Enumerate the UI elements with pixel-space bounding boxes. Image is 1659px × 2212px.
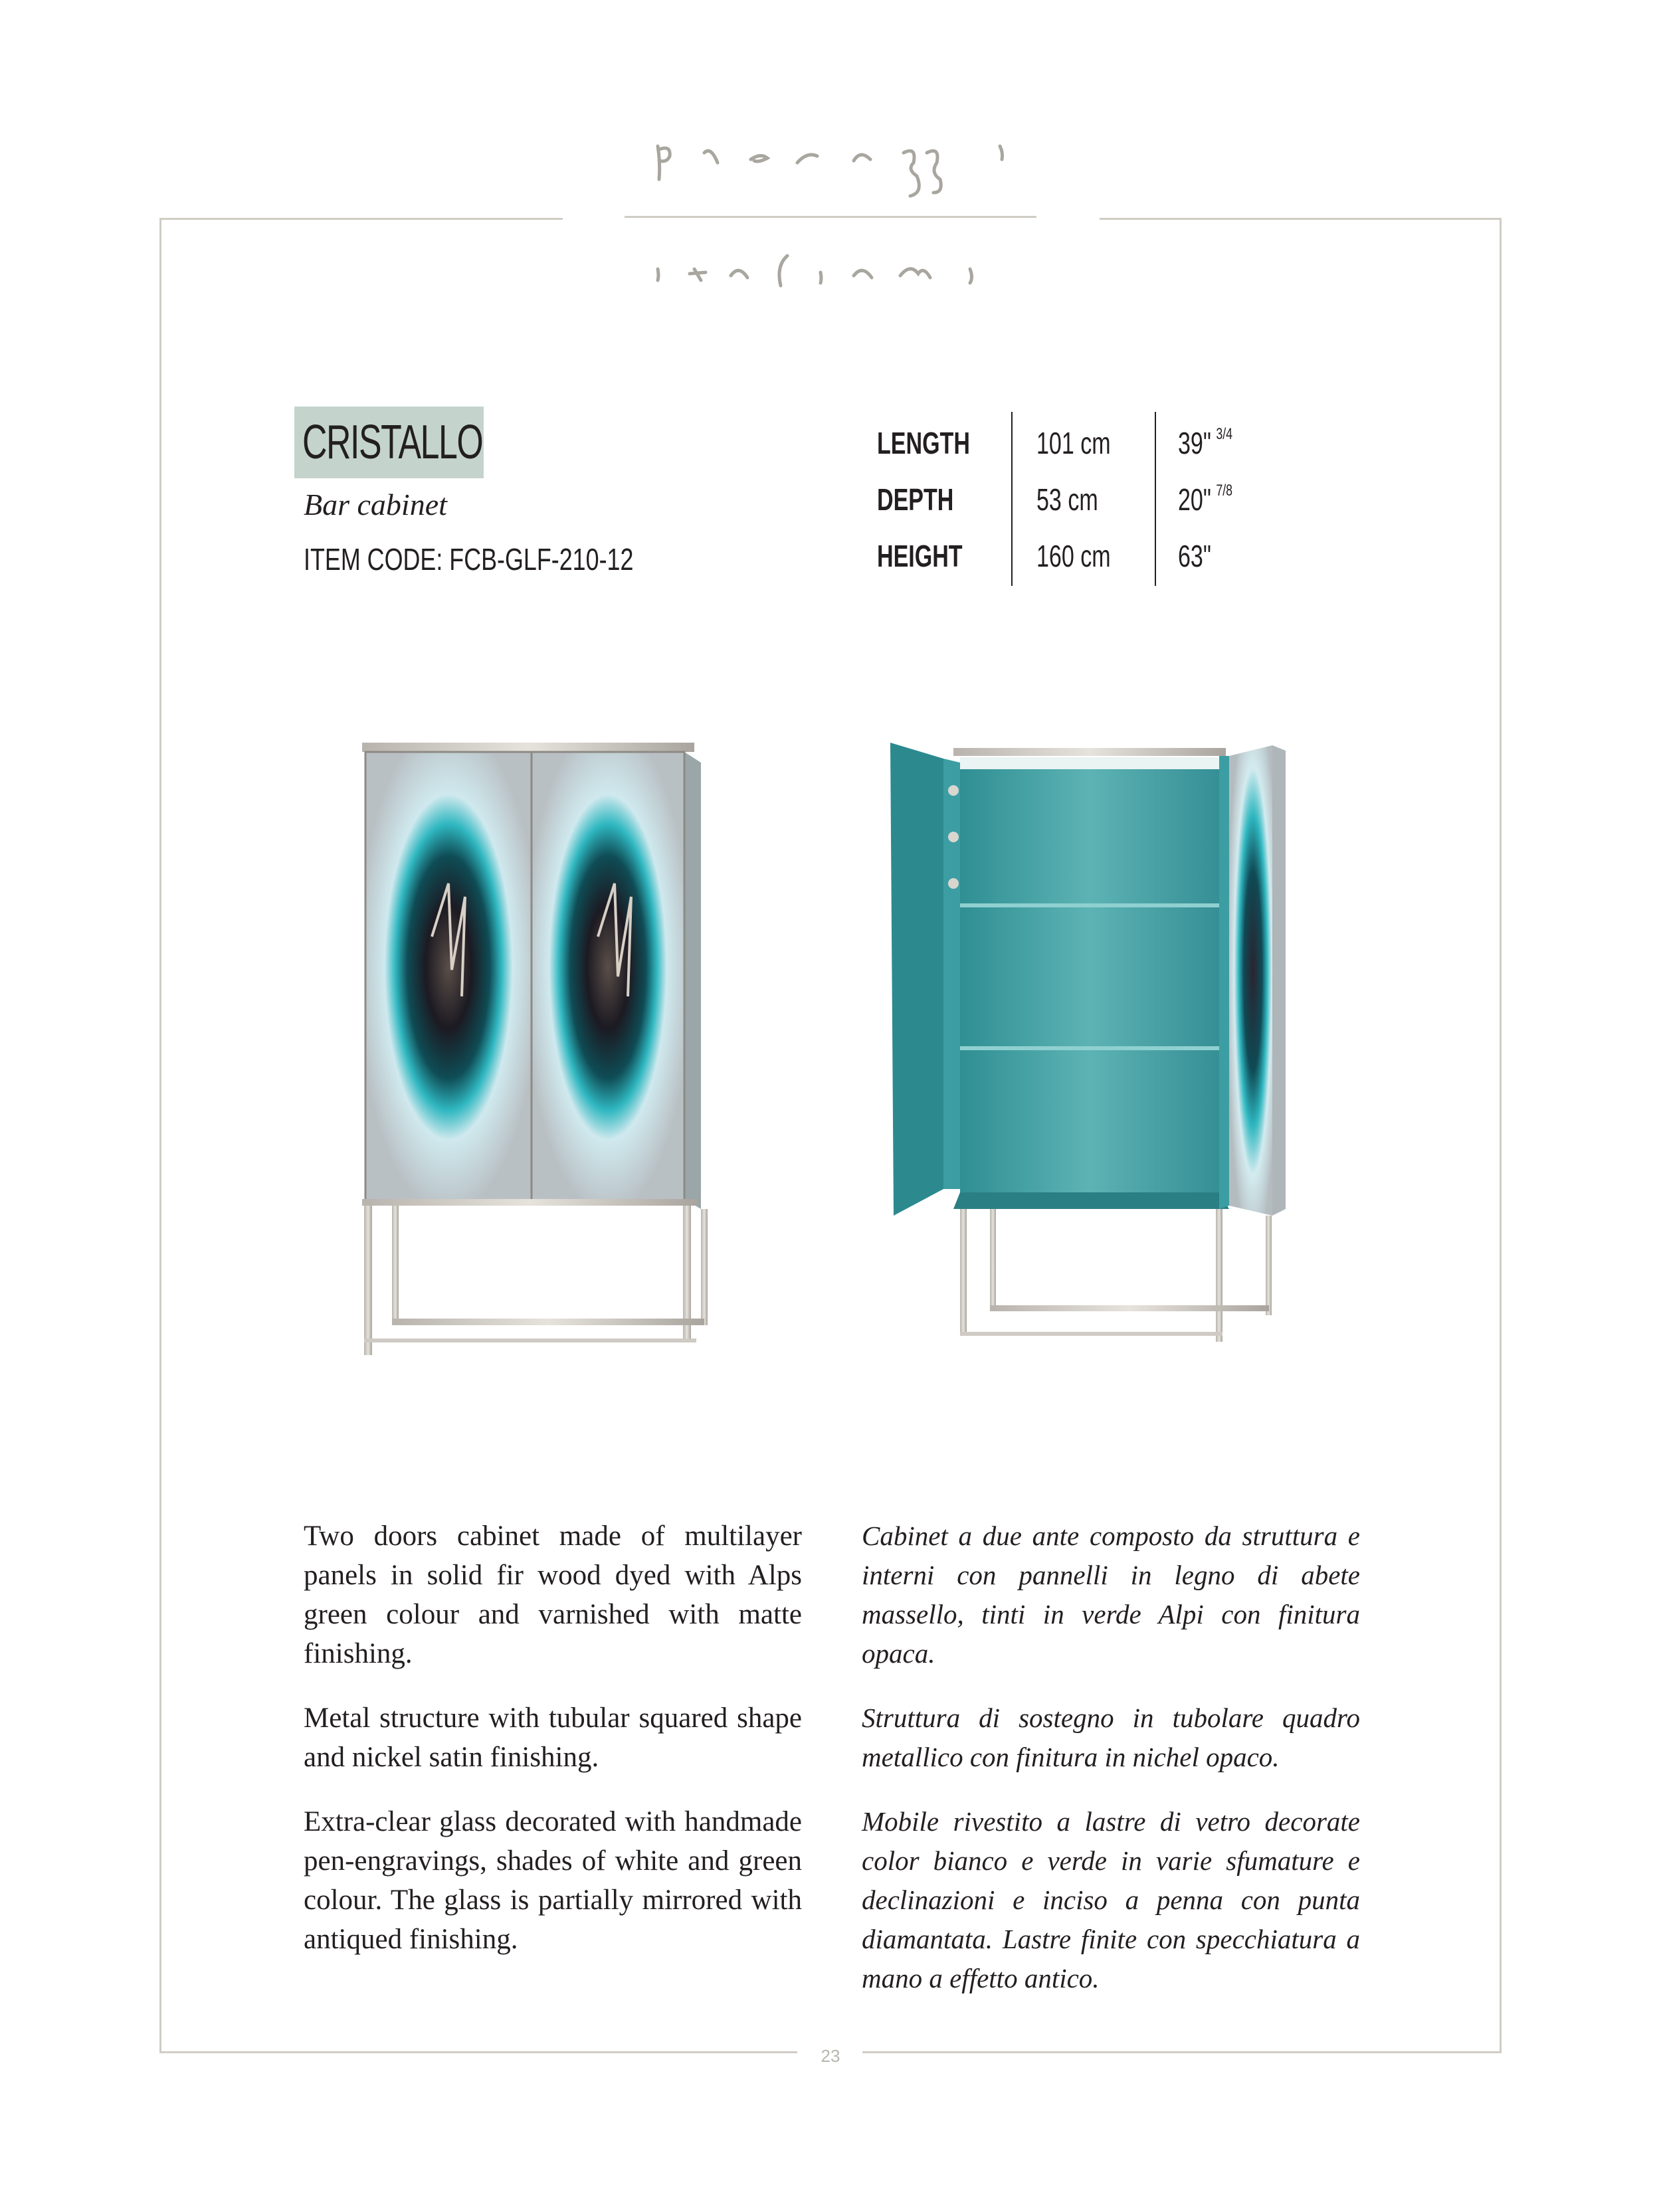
cabinet-open-photo [860,684,1365,1362]
description-paragraph: Mobile rivestito a lastre di vetro decorate color bianco e verde in varie sfumature e declinazioni e inciso a penna con punta diamantata. Lastre finite con specchiatura a mano a effetto antico. [862,1806,1360,1993]
dimensions-table [877,412,1276,591]
dimension-inches: 20" $^{7/8}$ [1178,482,1233,517]
description-paragraph: Metal structure with tubular squared shape and nickel satin finishing. [304,1703,802,1773]
item-code: ITEM CODE: FCB-GLF-210-12 [304,542,634,577]
dimension-label: HEIGHT [877,539,963,573]
description-paragraph: Extra-clear glass decorated with handmade pen-engravings, shades of white and green colour. The glass is partially mirrored with antiqued finishing. [304,1806,802,1955]
dimension-row [877,425,1276,478]
dimension-fraction: 3/4 [1216,425,1233,443]
description-paragraph: Cabinet a due ante composto da struttura e interni con pannelli in legno di abete massello, tinti in verde Alpi con finitura opaca. [862,1521,1360,1669]
frame-top-left [159,218,563,220]
description-paragraph: Struttura di sostegno in tubolare quadro metallico con finitura in nichel opaco. [862,1703,1360,1772]
product-name: CRISTALLO [302,416,483,469]
dimension-label: LENGTH [877,426,970,460]
page-number: 23 [821,2046,840,2066]
frame-left [159,218,161,2053]
description-paragraph: Two doors cabinet made of multilayer panels in solid fir wood dyed with Alps green colour and varnished with matte finishing. [304,1521,802,1669]
dimension-label: DEPTH [877,482,954,517]
dimension-row [877,482,1276,535]
dimension-inches: 39" $^{3/4}$ [1178,425,1233,460]
description-italian [862,1517,1360,2023]
dimension-cm: 101 cm [1036,426,1111,460]
cabinet-closed-photo [286,684,764,1362]
dimension-row [877,538,1276,591]
dimension-cm: 160 cm [1036,539,1111,573]
product-type: Bar cabinet [304,488,447,521]
frame-right [1500,218,1502,2053]
frame-bottom-right [862,2051,1502,2053]
description-english [304,1517,802,1984]
frame-top-right [1100,218,1502,220]
frame-bottom-left [159,2051,797,2053]
dimension-fraction: 7/8 [1216,482,1233,500]
dimension-inches: 63" [1178,539,1211,573]
brand-logo [618,126,1043,325]
dimension-cm: 53 cm [1036,482,1098,517]
